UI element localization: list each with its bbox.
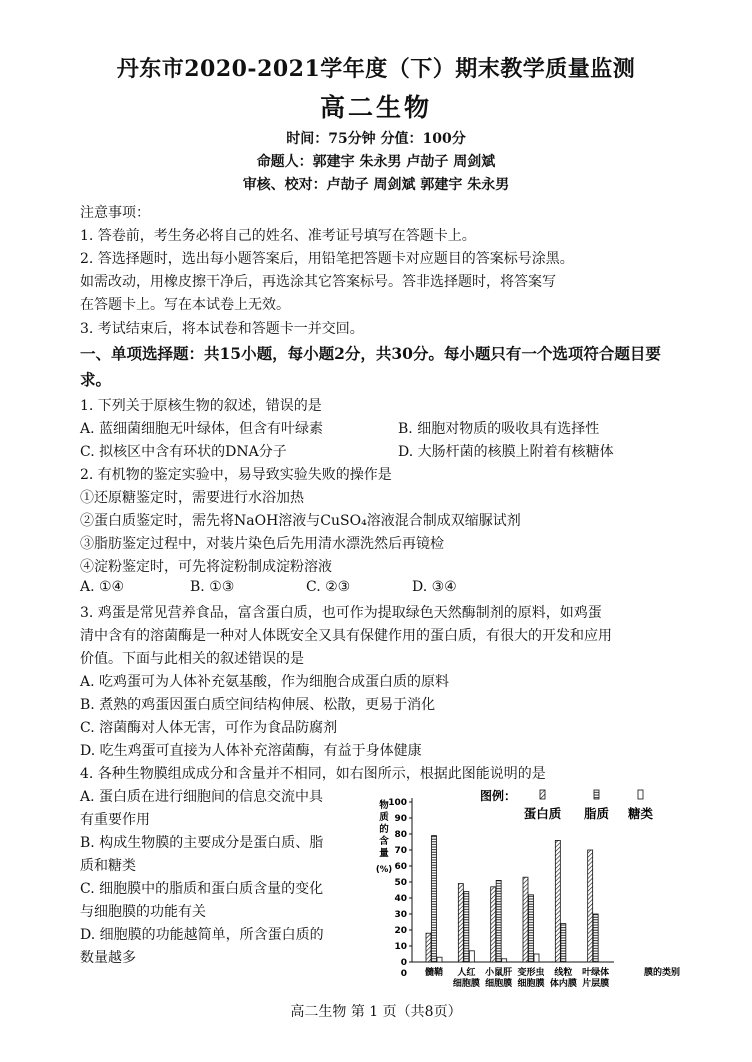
- q1-option-c: C. 拟核区中含有环状的DNA分子: [80, 444, 287, 460]
- bar-糖类: [437, 957, 442, 962]
- x-tick-label: 变形虫: [517, 968, 545, 978]
- x-tick-label: 叶绿体: [582, 968, 610, 978]
- bar-脂质: [561, 924, 566, 962]
- bar-糖类: [469, 951, 474, 962]
- legend-swatch-糖类: [638, 790, 643, 799]
- x-origin-label: 0: [400, 969, 407, 979]
- x-tick-label: 小鼠肝: [485, 968, 513, 978]
- q2-option-c: C. ②③: [306, 579, 351, 595]
- chart-legend: [480, 788, 653, 821]
- q3-stem: 3. 鸡蛋是常见营养食品，富含蛋白质，也可作为提取绿色天然酶制剂的原料，如鸡蛋: [80, 605, 602, 621]
- section-heading-cont: 求。: [80, 370, 112, 389]
- q3-option-b: B. 煮熟的鸡蛋因蛋白质空间结构伸展、松散，更易于消化: [80, 697, 436, 713]
- q2-option-a: A. ①④: [80, 579, 125, 595]
- q2-option-d: D. ③④: [412, 579, 457, 595]
- q2-statement: ④淀粉鉴定时，可先将淀粉制成淀粉溶液: [80, 559, 332, 575]
- y-tick-label: 0: [400, 958, 407, 968]
- q1-option-a: A. 蓝细菌细胞无叶绿体，但含有叶绿素: [80, 421, 324, 437]
- x-tick-label: 细胞膜: [485, 979, 513, 989]
- q1-stem: 1. 下列关于原核生物的叙述，错误的是: [80, 398, 322, 414]
- legend-label-脂质: 脂质: [583, 806, 610, 821]
- y-tick-label: 40: [394, 894, 407, 904]
- q4-option-c: C. 细胞膜中的脂质和蛋白质含量的变化: [80, 881, 324, 897]
- y-tick-label: 70: [394, 846, 407, 856]
- q3-option-d: D. 吃生鸡蛋可直接为人体补充溶菌酶，有益于身体健康: [80, 743, 422, 759]
- bar-脂质: [464, 892, 469, 962]
- subject-title: 高二生物: [319, 93, 432, 122]
- x-tick-label: 细胞膜: [452, 979, 480, 989]
- y-tick-label: 100: [388, 798, 407, 808]
- bar-蛋白质: [458, 884, 463, 962]
- bar-脂质: [593, 914, 598, 962]
- q3-option-a: A. 吃鸡蛋可为人体补充氨基酸，作为细胞合成蛋白质的原料: [80, 674, 450, 690]
- bar-蛋白质: [491, 887, 496, 962]
- legend-swatch-脂质: [594, 790, 599, 799]
- q2-statement: ①还原糖鉴定时，需要进行水浴加热: [80, 490, 304, 506]
- chart-y-label-char: 质: [379, 812, 389, 823]
- q4-option-c-cont: 与细胞膜的功能有关: [80, 904, 206, 920]
- q4-option-d: D. 细胞膜的功能越简单，所含蛋白质的: [80, 927, 324, 943]
- q4-option-b-cont: 质和糖类: [80, 858, 136, 874]
- page-footer: 高二生物 第 1 页（共8页）: [290, 1004, 462, 1020]
- notice-item: 2. 答选择题时，选出每小题答案后，用铅笔把答题卡对应题目的答案标号涂黑。: [80, 251, 574, 267]
- x-axis-label: 膜的类别: [643, 968, 681, 978]
- y-tick-label: 60: [394, 862, 407, 872]
- membrane-composition-chart: [368, 784, 690, 992]
- q2-option-b: B. ①③: [190, 579, 235, 595]
- notice-heading: 注意事项：: [80, 205, 150, 221]
- legend-label-蛋白质: 蛋白质: [523, 806, 562, 821]
- y-tick-label: 20: [394, 926, 407, 936]
- authors-line: 命题人：郭建宇 朱永男 卢劼子 周剑斌: [256, 154, 496, 170]
- chart-y-label-char: 的: [379, 824, 389, 835]
- chart-y-label-char: 含: [379, 836, 389, 847]
- q4-option-b: B. 构成生物膜的主要成分是蛋白质、脂: [80, 835, 324, 851]
- y-tick-label: 10: [394, 942, 407, 952]
- bar-蛋白质: [555, 840, 560, 962]
- time-score: 时间：75分钟 分值：100分: [286, 131, 466, 147]
- y-tick-label: 90: [394, 814, 407, 824]
- q3-stem-cont: 价值。下面与此相关的叙述错误的是: [80, 651, 304, 667]
- chart-bars: [426, 836, 598, 962]
- x-tick-label: 人红: [457, 968, 476, 978]
- notice-item: 在答题卡上。写在本试卷上无效。: [80, 297, 290, 313]
- q4-stem: 4. 各种生物膜组成成分和含量并不相同，如右图所示，根据此图能说明的是: [80, 766, 546, 782]
- bar-糖类: [534, 954, 539, 962]
- chart-y-label-char: 物: [379, 800, 389, 811]
- notice-item: 如需改动，用橡皮擦干净后，再选涂其它答案标号。答非选择题时，将答案写: [80, 274, 556, 290]
- q2-statement: ③脂肪鉴定过程中，对装片染色后先用清水漂洗然后再镜检: [80, 536, 444, 552]
- bar-蛋白质: [426, 933, 431, 962]
- chart-y-label: [376, 799, 392, 875]
- q4-option-d-cont: 数量越多: [80, 950, 136, 966]
- q3-option-c: C. 溶菌酶对人体无害，可作为食品防腐剂: [80, 720, 338, 736]
- chart-y-label-char: 量: [379, 848, 389, 859]
- bar-脂质: [529, 895, 534, 962]
- bar-蛋白质: [588, 850, 593, 962]
- q4-option-a: A. 蛋白质在进行细胞间的信息交流中具: [80, 789, 324, 805]
- section-heading: 一、单项选择题：共15小题，每小题2分，共30分。每小题只有一个选项符合题目要: [80, 344, 661, 363]
- notice-item: 1. 答卷前，考生务必将自己的姓名、准考证号填写在答题卡上。: [80, 228, 476, 244]
- x-tick-label: 细胞膜: [517, 979, 545, 989]
- bar-糖类: [502, 959, 507, 962]
- q3-stem-cont: 清中含有的溶菌酶是一种对人体既安全又具有保健作用的蛋白质，有很大的开发和应用: [80, 628, 612, 644]
- bar-蛋白质: [523, 877, 528, 962]
- bar-脂质: [432, 836, 437, 962]
- exam-title: 丹东市2020-2021学年度（下）期末教学质量监测: [116, 56, 636, 82]
- q4-option-a-cont: 有重要作用: [80, 812, 150, 828]
- y-tick-label: 30: [394, 910, 407, 920]
- q1-option-d: D. 大肠杆菌的核膜上附着有核糖体: [398, 444, 614, 460]
- legend-swatch-蛋白质: [540, 790, 545, 799]
- x-tick-label: 体内膜: [549, 979, 577, 989]
- q2-stem: 2. 有机物的鉴定实验中，易导致实验失败的操作是: [80, 467, 392, 483]
- reviewers-line: 审核、校对：卢劼子 周剑斌 郭建宇 朱永男: [242, 177, 510, 193]
- y-tick-label: 50: [394, 878, 407, 888]
- y-tick-label: 80: [394, 830, 407, 840]
- bar-脂质: [496, 880, 501, 962]
- x-tick-label: 片层膜: [582, 979, 610, 989]
- chart-y-label-unit: (%): [375, 865, 393, 875]
- q1-option-b: B. 细胞对物质的吸收具有选择性: [398, 421, 600, 437]
- x-tick-label: 线粒: [554, 968, 573, 978]
- q2-statement: ②蛋白质鉴定时，需先将NaOH溶液与CuSO₄溶液混合制成双缩脲试剂: [80, 513, 521, 529]
- legend-title: 图例：: [480, 789, 517, 803]
- notice-item: 3. 考试结束后，将本试卷和答题卡一并交回。: [80, 321, 364, 337]
- chart-x-labels: [401, 966, 680, 989]
- x-tick-label: 髓鞘: [424, 968, 444, 978]
- legend-label-糖类: 糖类: [627, 806, 654, 821]
